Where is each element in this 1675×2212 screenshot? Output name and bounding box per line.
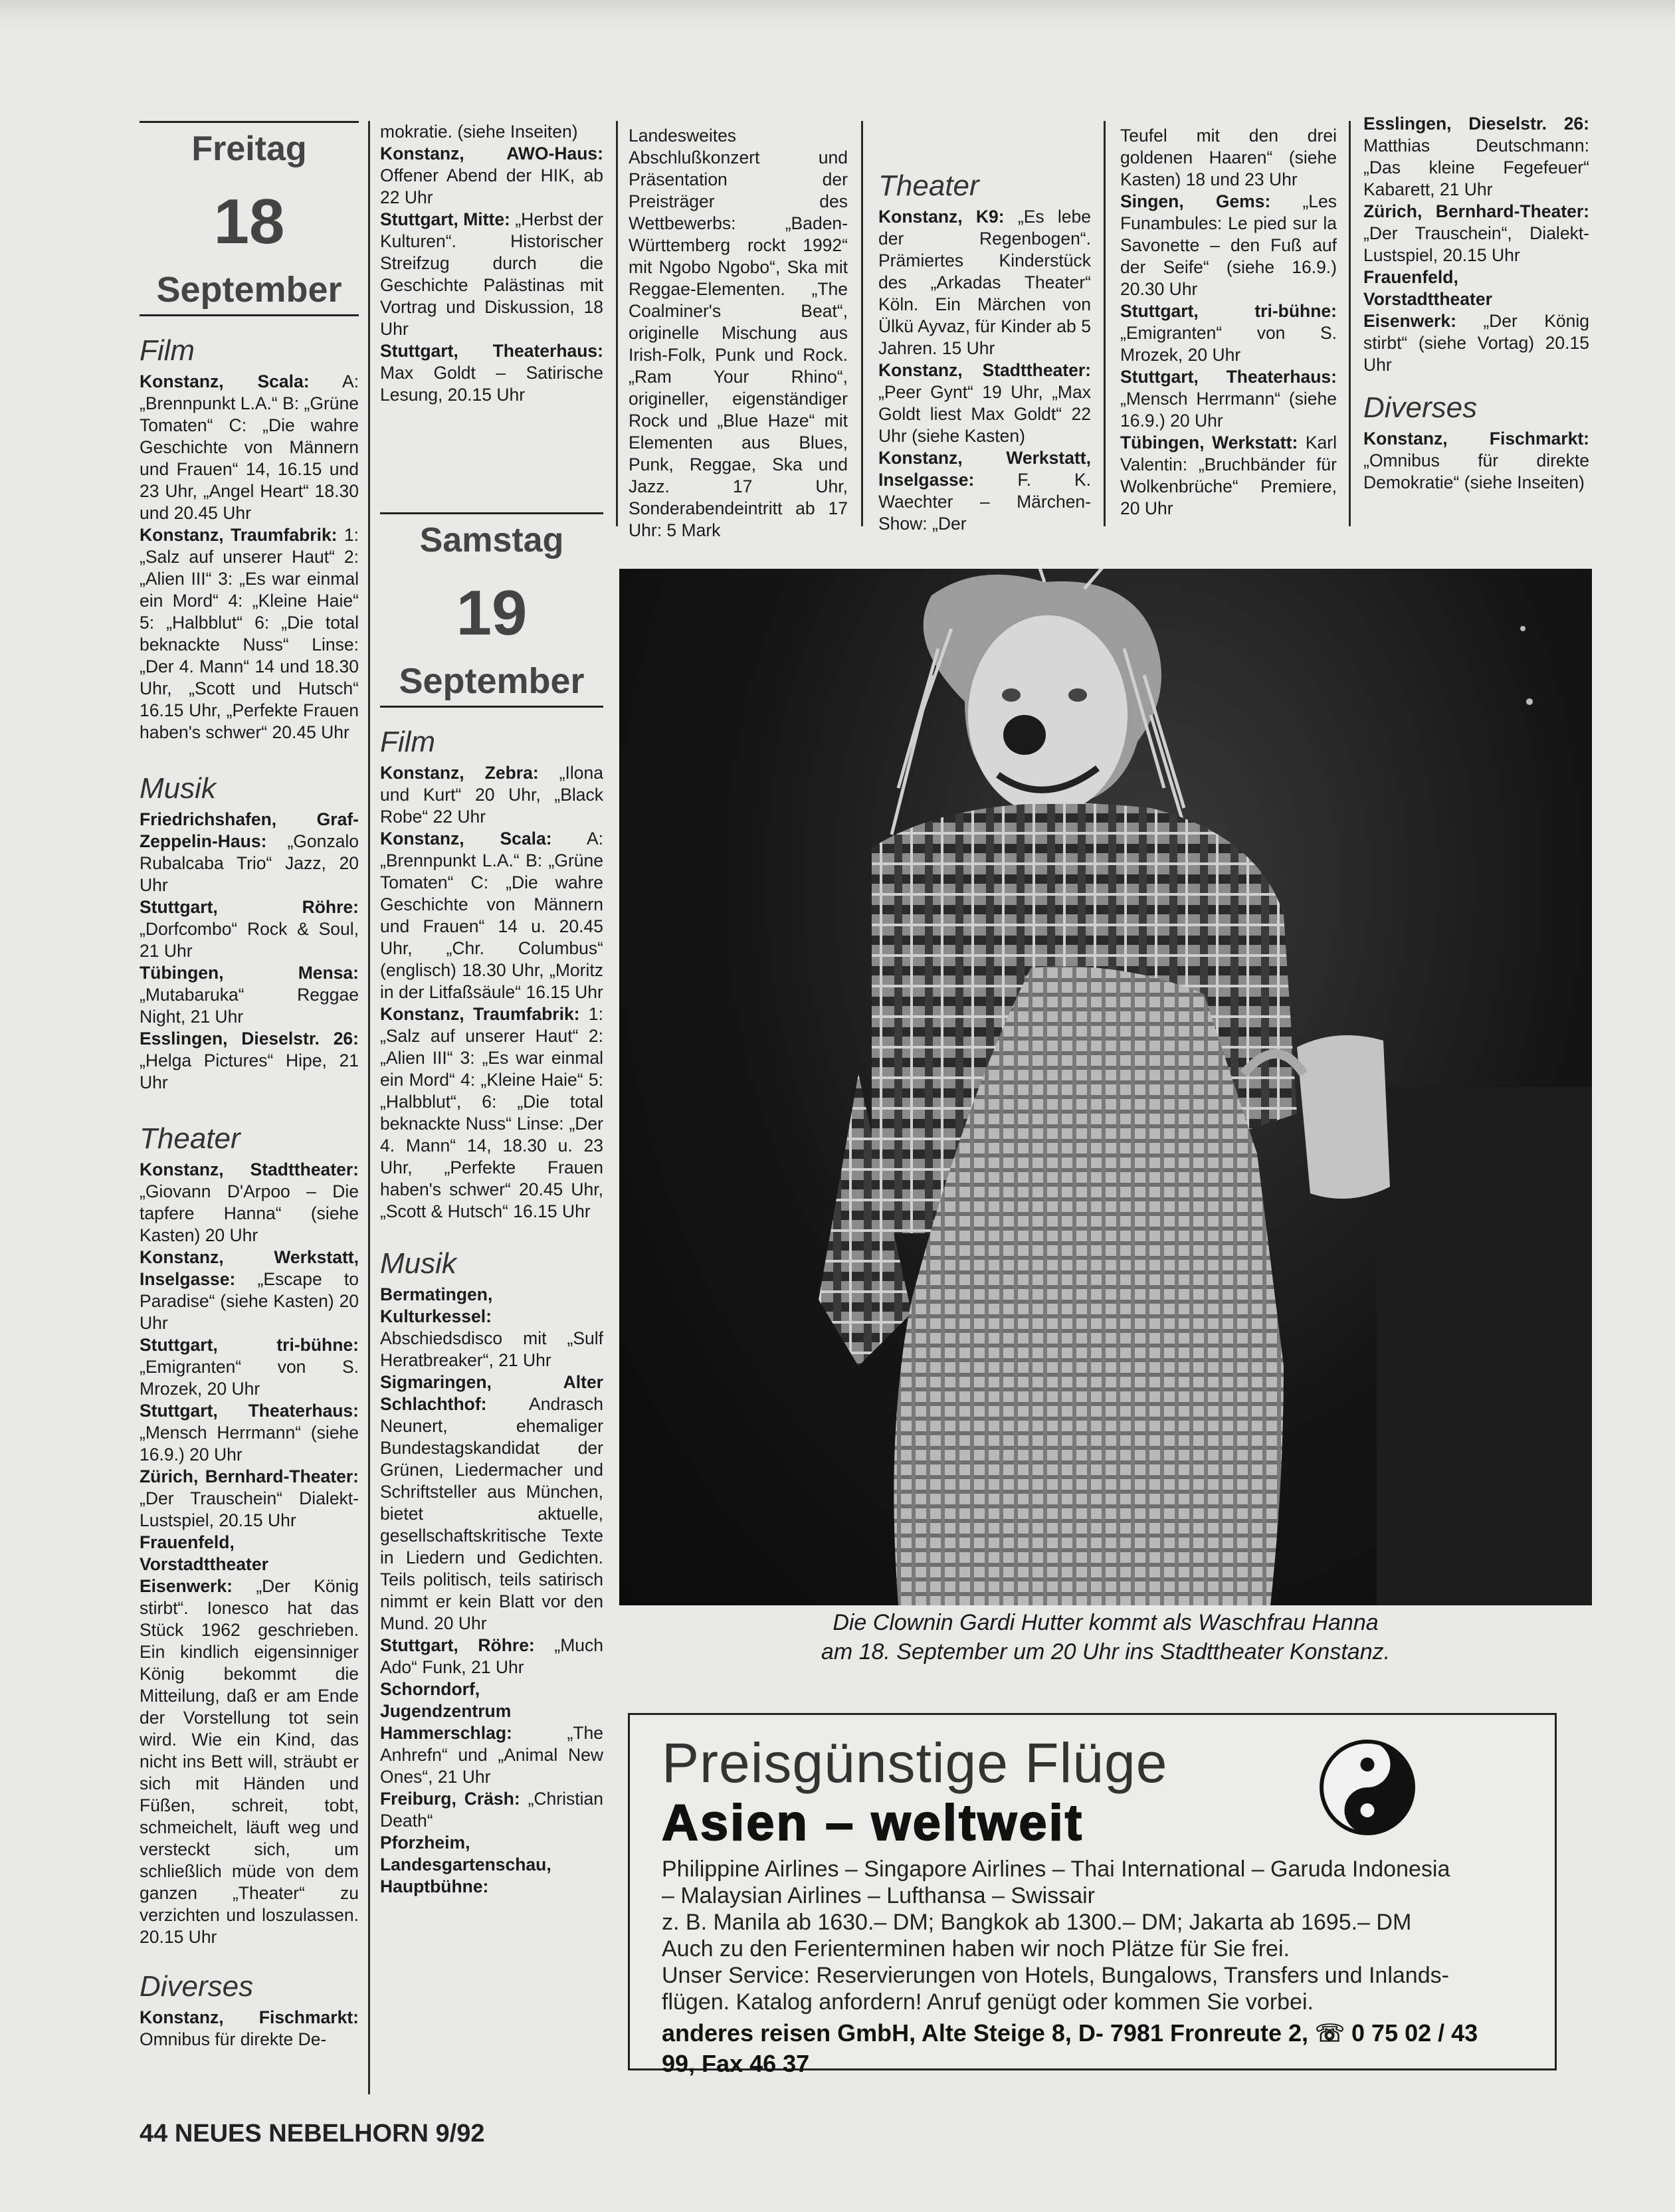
- venue-label: Konstanz, Stadttheater:: [878, 360, 1091, 380]
- listing-text: Max Goldt – Satirische Lesung, 20.15 Uhr: [380, 363, 603, 405]
- listing-text: „Helga Pictures“ Hipe, 21 Uhr: [140, 1051, 359, 1092]
- caption-line: Die Clownin Gardi Hutter kommt als Waschfrau Hanna: [833, 1610, 1379, 1635]
- section-heading-musik: Musik: [380, 1247, 456, 1280]
- listing-text: Omnibus für direkte De-: [140, 2029, 327, 2049]
- day-top-rule: [380, 512, 603, 514]
- listing-group: [140, 809, 359, 1094]
- listing-text: „Escape to Paradise“ (siehe Kasten) 20 Uhr: [140, 1269, 359, 1333]
- listing-text: „Much Ado“ Funk, 21 Uhr: [380, 1635, 603, 1677]
- venue-label: Konstanz, Traumfabrik:: [140, 525, 338, 545]
- section-heading-theater: Theater: [878, 169, 979, 202]
- day-name: Samstag: [419, 521, 564, 559]
- venue-label: Zürich, Bernhard-Theater:: [140, 1466, 359, 1486]
- venue-label: Konstanz, Fischmarkt:: [1363, 429, 1589, 449]
- listing-entry: [878, 206, 1091, 359]
- listing-text: Landesweites Abschlußkonzert und Präsentation der Preisträger des Wettbewerbs: „Baden-Württemberg rockt 1992“ mit Ngobo Ngobo“, Ska mit Reggae-Elementen. „The Coalminer's Beat“, originelle Mischung aus Irish-Folk, Punk und Rock. „Ram Your Rhino“, origineller, eigenständiger Rock und „Blue Haze“ mit Elementen aus Blues, Punk, Reggae, Ska und Jazz. 17 Uhr, Sonderabendeintritt ab 17 Uhr: 5 Mark: [629, 126, 848, 540]
- venue-label: Frauenfeld, Vorstadttheater Eisenwerk:: [1363, 267, 1492, 331]
- venue-label: Esslingen, Dieselstr. 26:: [1363, 114, 1589, 134]
- listing-group: [140, 2007, 359, 2051]
- venue-label: Stuttgart, tri-bühne:: [140, 1335, 359, 1355]
- listing-entry: [140, 1466, 359, 1532]
- venue-label: Singen, Gems:: [1120, 191, 1271, 211]
- venue-label: Stuttgart, tri-bühne:: [1120, 301, 1337, 321]
- clown-photo: [619, 569, 1592, 1605]
- listing-entry: [1363, 201, 1589, 266]
- listing-entry: [380, 1003, 603, 1223]
- listing-entry: [380, 1678, 603, 1788]
- page-footer: 44 NEUES NEBELHORN 9/92: [140, 2120, 485, 2148]
- listing-text: A: „Brennpunkt L.A.“ B: „Grüne Tomaten“ C: „Die wahre Geschichte von Männern und Frauen“ 14, 16.15 und 23 Uhr, „Angel Heart“ 18.30 und 20.45 Uhr: [140, 371, 359, 523]
- listing-text: „Mutabaruka“ Reggae Night, 21 Uhr: [140, 985, 359, 1027]
- section-heading-film: Film: [380, 726, 436, 758]
- listing-entry: [380, 1788, 603, 1832]
- listing-entry: [380, 1371, 603, 1635]
- column-3: [629, 125, 848, 542]
- day-number: 18: [213, 186, 285, 257]
- listing-text: „Der König stirbt“. Ionesco hat das Stück 1962 geschrieben. Ein kindlich eigensinniger König bekommt die Mitteilung, daß er am Ende der Vorstellung tot sein wird. Wie ein Kind, das nicht ins Bett will, sträubt er sich mit Händen und Füßen, schreit, tobt, schmeichelt, läuft weg und versteckt sich, um schließlich müde von dem ganzen „Theater“ zu verzichten und loszulassen. 20.15 Uhr: [140, 1576, 359, 1947]
- listing-entry: [380, 762, 603, 828]
- listing-entry: [140, 1159, 359, 1247]
- day-name: Freitag: [191, 130, 307, 168]
- listing-text: „Emigranten“ von S. Mrozek, 20 Uhr: [1120, 323, 1337, 365]
- column-4: [878, 167, 1091, 535]
- section-heading-theater: Theater: [140, 1122, 241, 1155]
- listing-entry: [1363, 113, 1589, 201]
- venue-label: Stuttgart, Mitte:: [380, 209, 510, 229]
- listing-entry: [140, 896, 359, 962]
- column-6: [1363, 113, 1589, 494]
- listing-entry: [380, 340, 603, 406]
- venue-label: Bermatingen, Kulturkessel:: [380, 1284, 493, 1326]
- day-top-rule: [140, 121, 359, 123]
- section-heading-diverses: Diverses: [1363, 391, 1478, 424]
- listing-text: A: „Brennpunkt L.A.“ B: „Grüne Tomaten“ C: „Die wahre Geschichte von Männern und Frauen“ 14 u. 20.45 Uhr, „Chr. Columbus“ (englisch) 18.30 Uhr, „Moritz in der Litfaßsäule“ 16.15 Uhr: [380, 829, 603, 1002]
- listing-entry: [878, 359, 1091, 447]
- venue-label: Friedrichshafen, Graf-Zeppelin-Haus:: [140, 809, 359, 851]
- venue-label: Konstanz, Traumfabrik:: [380, 1004, 580, 1024]
- month-name: September: [140, 269, 359, 316]
- venue-label: Stuttgart, Röhre:: [140, 897, 359, 917]
- section-heading-musik: Musik: [140, 772, 216, 805]
- venue-label: Konstanz, Stadttheater:: [140, 1159, 359, 1179]
- listing-group: [1363, 428, 1589, 494]
- column-rule: [616, 121, 618, 526]
- listing-entry: [1120, 366, 1337, 432]
- caption-line: am 18. September um 20 Uhr ins Stadttheater Konstanz.: [821, 1639, 1391, 1664]
- listing-text: Offener Abend der HIK, ab 22 Uhr: [380, 165, 603, 207]
- listing-entry: [140, 962, 359, 1028]
- clown-illustration: [619, 569, 1592, 1605]
- listing-entry: [1120, 300, 1337, 366]
- listing-text: mokratie. (siehe Inseiten): [380, 122, 578, 142]
- venue-label: Konstanz, Scala:: [380, 829, 552, 849]
- column-rule: [1104, 121, 1106, 526]
- listing-group: [380, 121, 603, 406]
- listing-text: „Giovann D'Arpoo – Die tapfere Hanna“ (siehe Kasten) 20 Uhr: [140, 1181, 359, 1245]
- listing-text: „Mensch Herrmann“ (siehe 16.9.) 20 Uhr: [140, 1423, 359, 1464]
- column-rule: [861, 121, 863, 526]
- venue-label: Zürich, Bernhard-Theater:: [1363, 201, 1589, 221]
- ad-subtitle: Asien – weltweit: [662, 1795, 1084, 1851]
- day-header-saturday: [380, 518, 603, 708]
- listing-text: Matthias Deutschmann: „Das kleine Fegefeuer“ Kabarett, 21 Uhr: [1363, 136, 1589, 199]
- listing-entry: [1363, 428, 1589, 494]
- listing-entry: [380, 1635, 603, 1678]
- venue-label: Freiburg, Cräsh:: [380, 1789, 520, 1809]
- venue-label: Sigmaringen, Alter Schlachthof:: [380, 1372, 603, 1414]
- listing-entry: [140, 2007, 359, 2051]
- listing-text: Abschiedsdisco mit „Sulf Heratbreaker“, 21 Uhr: [380, 1328, 603, 1370]
- venue-label: Schorndorf, Jugendzentrum Hammerschlag:: [380, 1679, 512, 1743]
- day-header-friday: [140, 127, 359, 316]
- listing-entry: [140, 1532, 359, 1948]
- listing-text: „Peer Gynt“ 19 Uhr, „Max Goldt liest Max Goldt“ 22 Uhr (siehe Kasten): [878, 382, 1091, 446]
- listing-entry: [140, 371, 359, 524]
- month-name: September: [380, 660, 603, 708]
- listing-text: „Der Trauschein“, Dialekt-Lustspiel, 20.15 Uhr: [1363, 223, 1589, 265]
- listing-entry: [380, 1284, 603, 1371]
- ad-airlines: Philippine Airlines – Singapore Airlines – Thai International – Garuda Indonesia: [662, 1857, 1450, 1882]
- listing-text: „Der König stirbt“ (siehe Vortag) 20.15 Uhr: [1363, 311, 1589, 375]
- listing-text: F. K. Waechter – Märchen-Show: „Der: [878, 470, 1091, 534]
- yin-yang-icon: [1318, 1738, 1417, 1837]
- listing-entry: [1120, 432, 1337, 520]
- listing-text: „Es lebe der Regenbogen“. Prämiertes Kinderstück des „Arkadas Theater“ Köln. Ein Märchen von Ülkü Ayvaz, für Kinder ab 5 Jahren. 15 Uhr: [878, 207, 1091, 358]
- listing-entry: [380, 121, 603, 143]
- venue-label: Konstanz, AWO-Haus:: [380, 144, 603, 163]
- listing-entry: [1120, 125, 1337, 191]
- listing-entry: [878, 447, 1091, 535]
- listing-entry: [140, 524, 359, 744]
- listing-entry: [380, 828, 603, 1003]
- ad-title: Preisgünstige Flüge: [662, 1732, 1168, 1794]
- listing-entry: [140, 1400, 359, 1466]
- venue-label: Stuttgart, Theaterhaus:: [1120, 367, 1337, 387]
- listing-text: „Ilona und Kurt“ 20 Uhr, „Black Robe“ 22 Uhr: [380, 763, 603, 827]
- listing-text: 1: „Salz auf unserer Haut“ 2: „Alien III“ 3: „Es war einmal ein Mord“ 4: „Kleine Haie“ 5: „Halbblut“, 6: „Die total beknackte Nuss“ Linse: „Der 4. Mann“ 14, 18.30 u. 23 Uhr, „Perfekte Frauen haben's schwer“ 20.45 Uhr, „Scott & Hutsch“ 16.15 Uhr: [380, 1004, 603, 1221]
- column-rule: [368, 121, 370, 2094]
- listing-group: [1120, 125, 1337, 520]
- listing-entry: [140, 1247, 359, 1334]
- listing-entry: [140, 809, 359, 896]
- day-number: 19: [456, 577, 528, 649]
- venue-label: Frauenfeld, Vorstadttheater Eisenwerk:: [140, 1532, 268, 1596]
- column-2: [380, 121, 603, 1898]
- listing-group: [878, 206, 1091, 535]
- ad-text: Unser Service: Reservierungen von Hotels, Bungalows, Transfers und Inlands-: [662, 1963, 1449, 1988]
- listing-group: [380, 762, 603, 1223]
- listing-text: „Les Funambules: Le pied sur la Savonette – den Fuß auf der Seife“ (siehe 16.9.) 20.30 Uhr: [1120, 191, 1337, 299]
- column-5: [1120, 125, 1337, 520]
- listing-text: „Der Trauschein“ Dialekt-Lustspiel, 20.15 Uhr: [140, 1488, 359, 1530]
- venue-label: Tübingen, Werkstatt:: [1120, 433, 1298, 452]
- venue-label: Esslingen, Dieselstr. 26:: [140, 1029, 359, 1049]
- venue-label: Konstanz, Zebra:: [380, 763, 539, 783]
- ad-airlines: – Malaysian Airlines – Lufthansa – Swissair: [662, 1883, 1095, 1908]
- listing-entry: [1363, 266, 1589, 376]
- ad-contact: anderes reisen GmbH, Alte Steige 8, D- 7981 Fronreute 2, ☏ 0 75 02 / 43 99, Fax 46 37: [662, 2019, 1478, 2077]
- section-heading-film: Film: [140, 334, 195, 367]
- venue-label: Stuttgart, Theaterhaus:: [140, 1401, 359, 1421]
- listing-entry: [1120, 191, 1337, 300]
- venue-label: Pforzheim, Landesgartenschau, Hauptbühne:: [380, 1833, 551, 1896]
- listing-entry: [380, 143, 603, 209]
- ad-text: flügen. Katalog anfordern! Anruf genügt oder kommen Sie vorbei.: [662, 1989, 1314, 2015]
- listing-entry: [140, 1334, 359, 1400]
- listing-group: [380, 1284, 603, 1898]
- venue-label: Konstanz, Fischmarkt:: [140, 2007, 359, 2027]
- listing-text: 1: „Salz auf unserer Haut“ 2: „Alien III“ 3: „Es war einmal ein Mord“ 4: „Kleine Haie“ 5: „Halbblut“ 6: „Die total beknackte Nuss“ Linse: „Der 4. Mann“ 14 und 18.30 Uhr, „Scott und Hutsch“ 16.15 Uhr, „Perfekte Frauen haben's schwer“ 20.45 Uhr: [140, 525, 359, 742]
- listing-group: [140, 371, 359, 744]
- listing-text: „Christian Death“: [380, 1789, 603, 1831]
- listing-text: „Dorfcombo“ Rock & Soul, 21 Uhr: [140, 919, 359, 961]
- listing-entry: [140, 1028, 359, 1094]
- venue-label: Konstanz, Werkstatt, Inselgasse:: [140, 1247, 359, 1289]
- listing-text: „Mensch Herrmann“ (siehe 16.9.) 20 Uhr: [1120, 389, 1337, 431]
- travel-advertisement: [628, 1713, 1557, 2077]
- venue-label: Konstanz, K9:: [878, 207, 1005, 227]
- listing-text: „Herbst der Kulturen“. Historischer Streifzug durch die Geschichte Palästinas mit Vortrag und Diskussion, 18 Uhr: [380, 209, 604, 339]
- listing-group: [629, 125, 848, 542]
- listing-entry: [380, 209, 603, 340]
- listing-text: „Omnibus für direkte Demokratie“ (siehe Inseiten): [1363, 451, 1589, 492]
- column-1: [140, 121, 359, 2051]
- ad-prices: z. B. Manila ab 1630.– DM; Bangkok ab 1300.– DM; Jakarta ab 1695.– DM: [662, 1910, 1412, 1935]
- listing-text: Teufel mit den drei goldenen Haaren“ (siehe Kasten) 18 und 23 Uhr: [1120, 126, 1337, 189]
- listing-text: Karl Valentin: „Bruchbänder für Wolkenbrüche“ Premiere, 20 Uhr: [1120, 433, 1337, 518]
- venue-label: Konstanz, Werkstatt, Inselgasse:: [878, 448, 1091, 490]
- listing-entry: [629, 125, 848, 542]
- listing-group: [140, 1159, 359, 1948]
- venue-label: Konstanz, Scala:: [140, 371, 310, 391]
- listing-text: „Emigranten“ von S. Mrozek, 20 Uhr: [140, 1357, 359, 1399]
- venue-label: Tübingen, Mensa:: [140, 963, 359, 983]
- listing-text: „Gonzalo Rubalcaba Trio“ Jazz, 20 Uhr: [140, 831, 359, 895]
- photo-caption: [619, 1608, 1592, 1666]
- column-rule: [1349, 121, 1351, 526]
- listing-text: „The Anhrefn“ und „Animal New Ones“, 21 Uhr: [380, 1723, 603, 1787]
- listing-entry: [380, 1832, 603, 1898]
- section-heading-diverses: Diverses: [140, 1970, 254, 2003]
- venue-label: Stuttgart, Röhre:: [380, 1635, 535, 1655]
- listing-text: Andrasch Neunert, ehemaliger Bundestagskandidat der Grünen, Liedermacher und Schriftsteller aus München, bietet aktuelle, gesellschaftskritische Texte in Liedern und Gedichten. Teils politisch, teils satirisch nimmt er kein Blatt vor den Mund. 20 Uhr: [380, 1394, 603, 1633]
- listing-group: [1363, 113, 1589, 376]
- venue-label: Stuttgart, Theaterhaus:: [380, 341, 603, 361]
- ad-text: Auch zu den Ferienterminen haben wir noch Plätze für Sie frei.: [662, 1936, 1290, 1961]
